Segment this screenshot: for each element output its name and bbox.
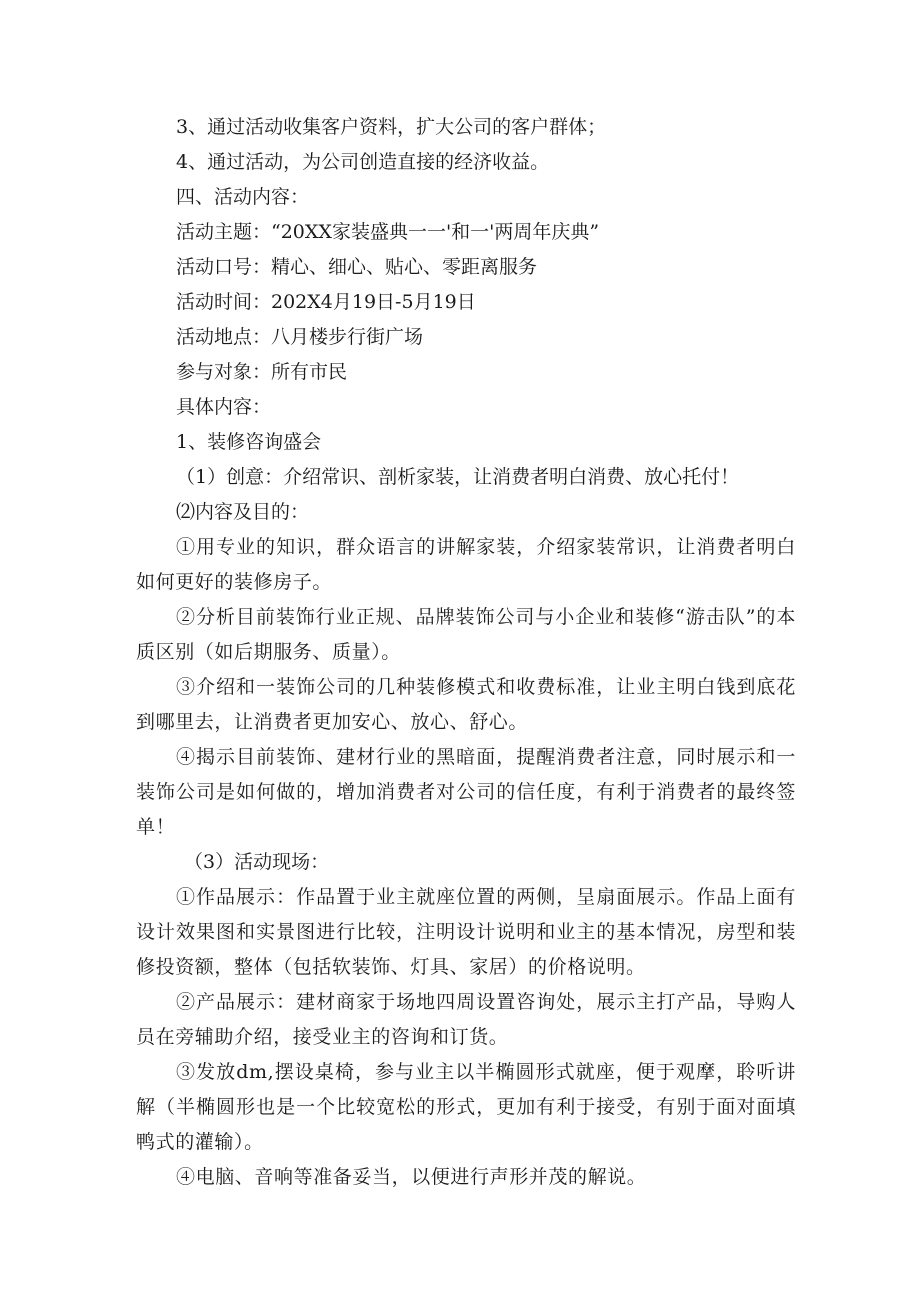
activity-location: 活动地点：八月楼步行街广场: [176, 326, 424, 348]
site-point-3: ③发放dm,摆设桌椅，参与业主以半椭圆形式就座，便于观摩，聆听讲解（半椭圆形也是一个比较宽松的形式，更加有利于接受，有别于面对面填鸭式的灌输）。: [136, 1061, 796, 1153]
content-point-2: ②分析目前装饰行业正规、品牌装饰公司与小企业和装修“游击队”的本质区别（如后期服务、质量）。: [136, 606, 796, 663]
site-point-1: ①作品展示：作品置于业主就座位置的两侧，呈扇面展示。作品上面有设计效果图和实景图进行比较，注明设计说明和业主的基本情况，房型和装修投资额，整体（包括软装饰、灯具、家居）的价格说明。: [136, 886, 796, 978]
site-point-2: ②产品展示：建材商家于场地四周设置咨询处，展示主打产品，导购人员在旁辅助介绍，接受业主的咨询和订货。: [136, 991, 796, 1048]
item-1-idea: （1）创意：介绍常识、剖析家装，让消费者明白消费、放心托付！: [176, 466, 740, 488]
participants: 参与对象：所有市民: [176, 361, 348, 383]
objective-4: 4、通过活动，为公司创造直接的经济收益。: [176, 151, 550, 173]
activity-time: 活动时间：202X4月19日-5月19日: [176, 291, 476, 313]
content-point-1: ①用专业的知识，群众语言的讲解家装，介绍家装常识，让消费者明白如何更好的装修房子。: [136, 536, 796, 593]
activity-slogan: 活动口号：精心、细心、贴心、零距离服务: [176, 256, 538, 278]
details-heading: 具体内容：: [176, 396, 272, 418]
activity-site-heading: （3）活动现场：: [184, 851, 330, 873]
item-1-content-heading: ⑵内容及目的：: [176, 501, 310, 523]
content-point-4: ④揭示目前装饰、建材行业的黑暗面，提醒消费者注意，同时展示和一装饰公司是如何做的，增加消费者对公司的信任度，有利于消费者的最终签单！: [136, 746, 796, 838]
activity-theme: 活动主题：“20XX家装盛典一一'和一'两周年庆典”: [176, 221, 600, 243]
document-body: [136, 110, 796, 1195]
item-1-heading: 1、装修咨询盛会: [176, 431, 322, 453]
content-point-3: ③介绍和一装饰公司的几种装修模式和收费标准，让业主明白钱到底花到哪里去，让消费者更加安心、放心、舒心。: [136, 676, 796, 733]
objective-3: 3、通过活动收集客户资料，扩大公司的客户群体；: [176, 116, 607, 138]
section-heading-activity-content: 四、活动内容：: [176, 186, 310, 208]
site-point-4: ④电脑、音响等准备妥当，以便进行声形并茂的解说。: [176, 1166, 647, 1188]
